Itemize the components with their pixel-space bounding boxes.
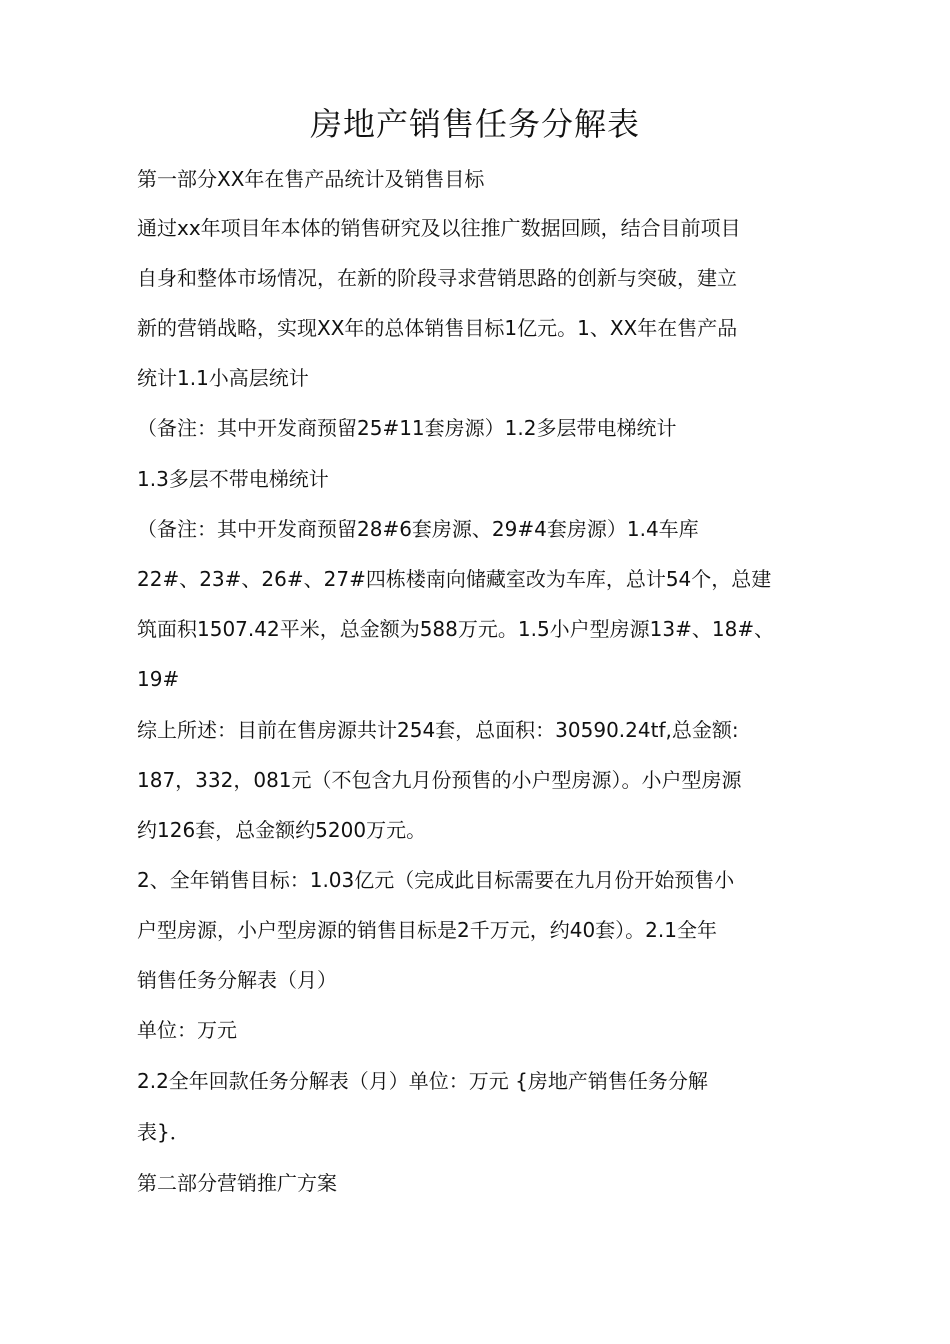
text-line: （备注：其中开发商预留25#11套房源）1.2多层带电梯统计 bbox=[137, 416, 677, 440]
text-line: 187，332，081元（不包含九月份预售的小户型房源）。小户型房源 bbox=[137, 768, 742, 792]
document-title: 房地产销售任务分解表 bbox=[309, 105, 640, 143]
text-line: 1.3多层不带电梯统计 bbox=[137, 467, 329, 491]
text-line: 19# bbox=[137, 667, 180, 691]
text-line: 销售任务分解表（月） bbox=[137, 968, 337, 992]
text-line: 通过xx年项目年本体的销售研究及以往推广数据回顾，结合目前项目 bbox=[137, 216, 741, 240]
text-line: 筑面积1507.42平米，总金额为588万元。1.5小户型房源13#、18#、 bbox=[137, 617, 775, 641]
text-line: 综上所述：目前在售房源共计254套，总面积：30590.24tf,总金额: bbox=[137, 718, 739, 742]
text-line: 户型房源，小户型房源的销售目标是2千万元，约40套）。2.1全年 bbox=[137, 918, 717, 942]
text-line: （备注：其中开发商预留28#6套房源、29#4套房源）1.4车库 bbox=[137, 517, 699, 541]
text-line: 第一部分XX年在售产品统计及销售目标 bbox=[137, 167, 485, 191]
text-line: 统计1.1小高层统计 bbox=[137, 366, 309, 390]
text-line: 22#、23#、26#、27#四栋楼南向储藏室改为车库，总计54个，总建 bbox=[137, 567, 772, 591]
text-line: 表}． bbox=[137, 1120, 190, 1144]
text-line: 约126套，总金额约5200万元。 bbox=[137, 818, 427, 842]
section-heading: 第二部分营销推广方案 bbox=[137, 1171, 337, 1195]
text-line: 2.2全年回款任务分解表（月）单位：万元 {房地产销售任务分解 bbox=[137, 1069, 708, 1093]
text-line: 2、全年销售目标：1.03亿元（完成此目标需要在九月份开始预售小 bbox=[137, 868, 735, 892]
text-line: 单位：万元 bbox=[137, 1018, 237, 1042]
text-line: 自身和整体市场情况，在新的阶段寻求营销思路的创新与突破，建立 bbox=[137, 266, 737, 290]
text-line: 新的营销战略，实现XX年的总体销售目标1亿元。1、XX年在售产品 bbox=[137, 316, 738, 340]
